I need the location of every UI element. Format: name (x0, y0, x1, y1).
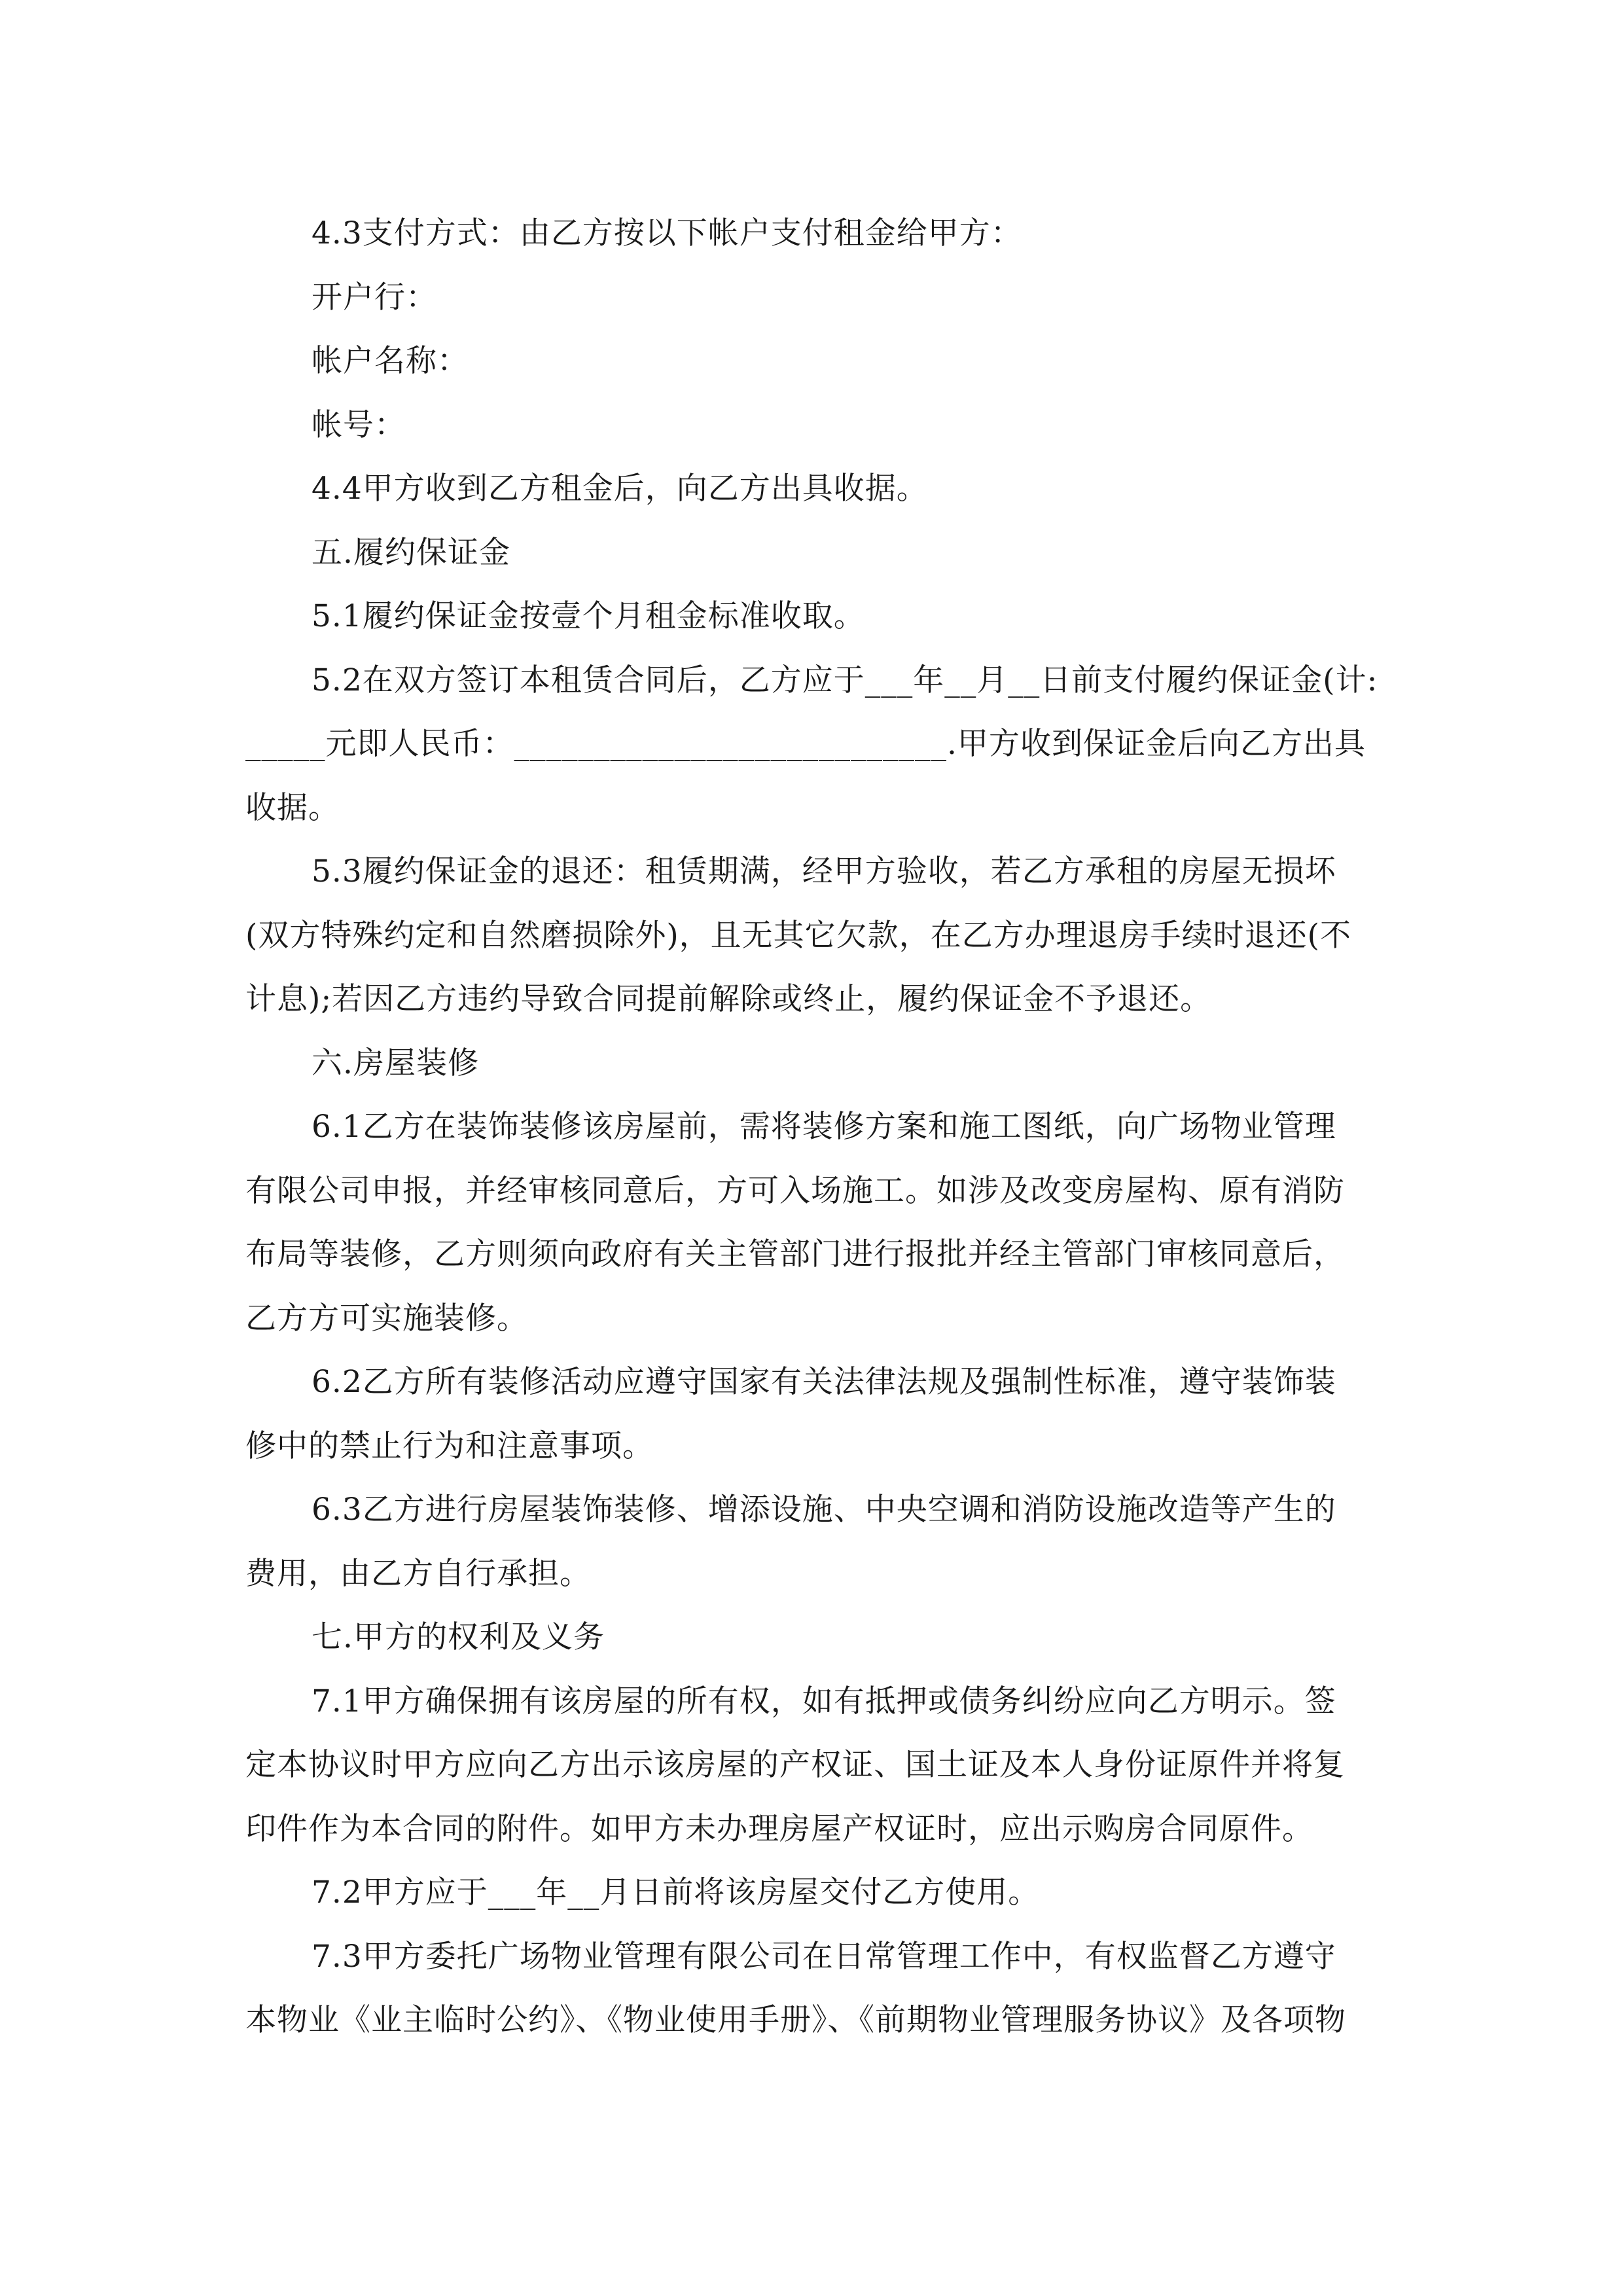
text-line: 5.3履约保证金的退还：租赁期满，经甲方验收，若乙方承租的房屋无损坏 (312, 853, 1336, 889)
text-line: 开户行： (312, 279, 437, 315)
text-line: 修中的禁止行为和注意事项。 (245, 1427, 654, 1464)
text-line: 六.房屋装修 (312, 1045, 479, 1081)
text-line: 帐户名称： (312, 343, 469, 379)
text-line: 帐号： (312, 406, 406, 443)
text-line: 定本协议时甲方应向乙方出示该房屋的产权证、国土证及本人身份证原件并将复 (245, 1747, 1345, 1783)
text-line: 5.1履约保证金按壹个月租金标准收取。 (312, 598, 865, 634)
text-line: 7.2甲方应于___年__月日前将该房屋交付乙方使用。 (312, 1874, 1040, 1910)
text-line: 有限公司申报，并经审核同意后，方可入场施工。如涉及改变房屋构、原有消防 (245, 1172, 1345, 1209)
text-line: 6.1乙方在装饰装修该房屋前，需将装修方案和施工图纸，向广场物业管理 (312, 1109, 1336, 1145)
text-line: 4.4甲方收到乙方租金后，向乙方出具收据。 (312, 471, 928, 507)
text-line: 乙方方可实施装修。 (245, 1300, 528, 1336)
text-line: 5.2在双方签订本租赁合同后，乙方应于___年__月__日前支付履约保证金(计: (312, 662, 1378, 698)
text-line: 6.2乙方所有装修活动应遵守国家有关法律法规及强制性标准，遵守装饰装 (312, 1364, 1336, 1400)
text-line: 计息);若因乙方违约导致合同提前解除或终止，履约保证金不予退还。 (245, 981, 1212, 1017)
document-body (245, 202, 1381, 2053)
text-line: 本物业《业主临时公约》、《物业使用手册》、《前期物业管理服务协议》及各项物 (245, 2002, 1346, 2038)
text-line: _____元即人民币：___________________________.甲方收到保证金后向乙方出具 (245, 726, 1366, 762)
text-line: 七.甲方的权利及义务 (312, 1619, 605, 1655)
text-line: 五.履约保证金 (312, 534, 510, 571)
text-line: 费用，由乙方自行承担。 (245, 1555, 591, 1592)
text-line: 6.3乙方进行房屋装饰装修、增添设施、中央空调和消防设施改造等产生的 (312, 1492, 1336, 1528)
text-line: 7.3甲方委托广场物业管理有限公司在日常管理工作中，有权监督乙方遵守 (312, 1938, 1336, 1975)
text-line: 4.3支付方式：由乙方按以下帐户支付租金给甲方： (312, 215, 1022, 251)
text-line: 7.1甲方确保拥有该房屋的所有权，如有抵押或债务纠纷应向乙方明示。签 (312, 1683, 1336, 1719)
text-line: 布局等装修，乙方则须向政府有关主管部门进行报批并经主管部门审核同意后， (245, 1236, 1345, 1272)
text-line: (双方特殊约定和自然磨损除外)，且无其它欠款，在乙方办理退房手续时退还(不 (245, 917, 1352, 954)
text-line: 印件作为本合同的附件。如甲方未办理房屋产权证时，应出示购房合同原件。 (245, 1810, 1313, 1847)
text-line: 收据。 (245, 789, 340, 826)
